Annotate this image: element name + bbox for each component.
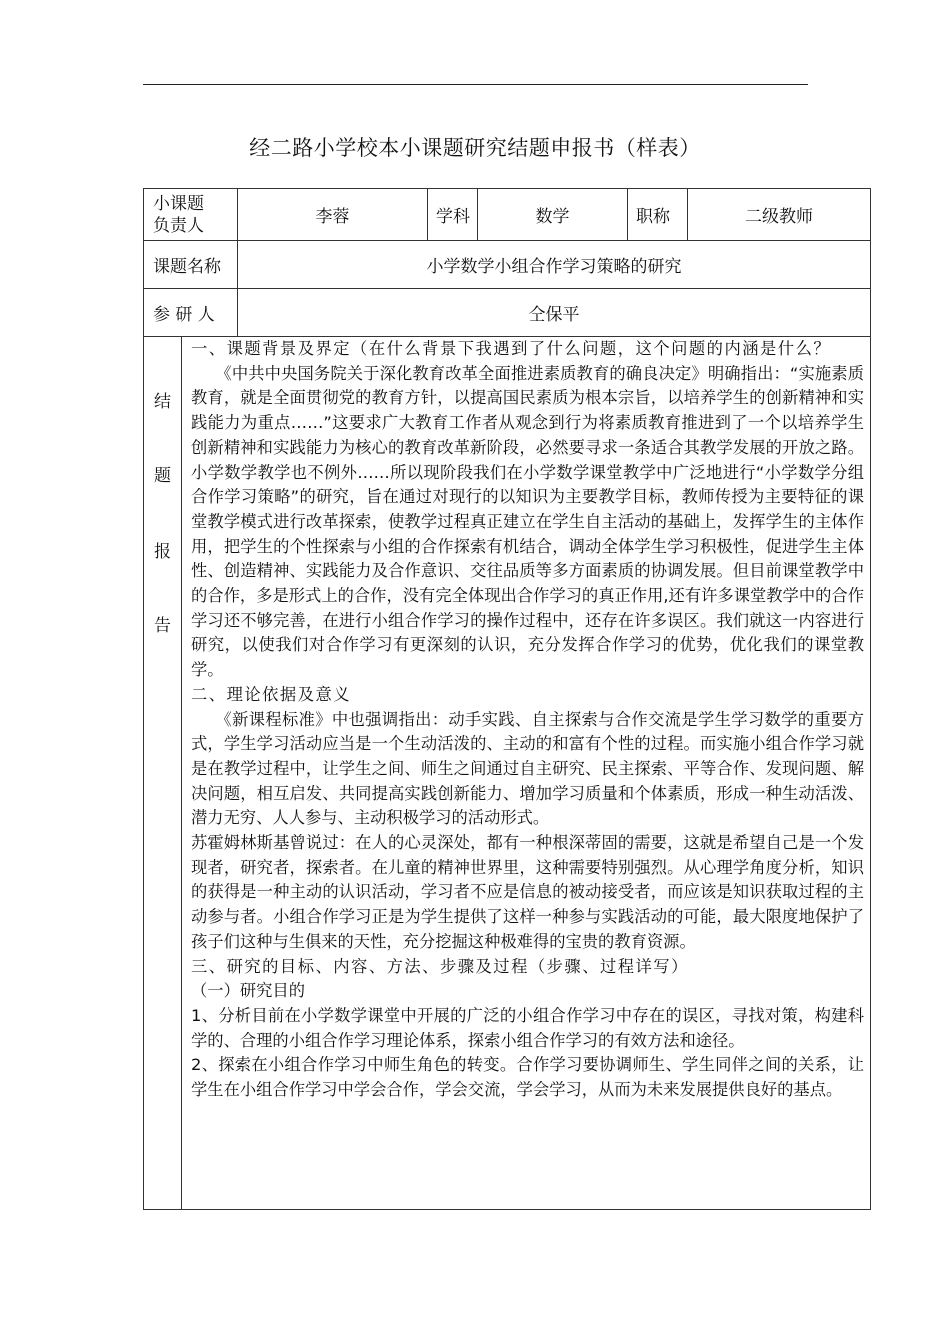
report-label-char: 结 [154, 392, 171, 412]
list-item: 1、分析目前在小学数学课堂中开展的广泛的小组合作学习中存在的误区，寻找对策，构建科学的、合理的小组合作学习理论体系，探索小组合作学习的有效方法和途径。 [191, 1005, 864, 1050]
section-heading-1: 一、课题背景及界定（在什么背景下我遇到了什么问题，这个问题的内涵是什么？ [191, 339, 832, 358]
leader-name: 李蓉 [238, 189, 428, 240]
participants-value: 仝保平 [528, 305, 580, 325]
participants-row [144, 289, 870, 337]
subject-label: 学科 [428, 189, 478, 240]
report-row [144, 337, 870, 1209]
report-side-label [144, 337, 182, 1209]
paragraph-background: 《中共中央国务院关于深化教育改革全面推进素质教育的确良决定》明确指出：“实施素质教育，就是全面贯彻党的教育方针，以提高国民素质为根本宗旨，以培养学生的创新精神和实践能力为重点……”这要求广大教育工作者从观念到行为将素质教育推进到了一个以培养学生创新精神和实践能力为核心的教育改革新阶段，必然要寻求一条适合其教学发展的开放之路。小学数学教学也不例外……所以现阶段我们在小学数学课堂教学中广泛地进行“小学数学分组合作学习策略”的研究，旨在通过对现行的以知识为主要教学目标，教师传授为主要特征的课堂教学模式进行改革探索，使教学过程真正建立在学生自主活动的基础上，发挥学生的主体作用，把学生的个性探索与小组的合作探索有机结合，调动全体学生学习积极性，促进学生主体性、创造精神、实践能力及合作意识、交往品质等多方面素质的协调发展。但目前课堂教学中的合作，多是形式上的合作，没有完全体现出合作学习的真正作用,还有许多课堂教学中的合作学习还不够完善，在进行小组合作学习的操作过程中，还存在许多误区。我们就这一内容进行研究，以使我们对合作学习有更深刻的认识，充分发挥合作学习的优势，优化我们的课堂教学。 [191, 363, 864, 680]
topic-value: 小学数学小组合作学习策略的研究 [426, 257, 682, 277]
subject-value: 数学 [478, 189, 628, 240]
application-form [143, 188, 871, 1210]
document-title: 经二路小学校本小课题研究结题申报书（样表） [249, 136, 701, 160]
report-label-char: 报 [154, 542, 171, 562]
subsection-heading: （一）研究目的 [191, 981, 305, 1001]
participants-label: 参 研 人 [144, 289, 238, 336]
header-rule [143, 84, 808, 85]
section-heading-3: 三、研究的目标、内容、方法、步骤及过程（步骤、过程详写） [191, 956, 689, 976]
report-label-char: 题 [154, 466, 171, 486]
rank-label: 职称 [628, 189, 688, 240]
paragraph-sukhomlinsky: 苏霍姆林斯基曾说过：在人的心灵深处，都有一种根深蒂固的需要，这就是希望自己是一个发现者，研究者，探索者。在儿童的精神世界里，这种需要特别强烈。从心理学角度分析，知识的获得是一种主动的认识活动，学习者不应是信息的被动接受者，而应该是知识获取过程的主动参与者。小组合作学习正是为学生提供了这样一种参与实践活动的可能，最大限度地保护了孩子们这种与生俱来的天性，充分挖掘这种极难得的宝贵的教育资源。 [191, 833, 864, 951]
topic-label: 课题名称 [144, 241, 238, 288]
leader-row [144, 189, 870, 241]
topic-row [144, 241, 870, 289]
report-content [182, 337, 870, 1209]
rank-value: 二级教师 [745, 207, 813, 227]
list-item: 2、探索在小组合作学习中师生角色的转变。合作学习要协调师生、学生同伴之间的关系，让学生在小组合作学习中学会合作，学会交流，学会学习，从而为未来发展提供良好的基点。 [191, 1055, 864, 1100]
paragraph-curriculum: 《新课程标准》中也强调指出：动手实践、自主探索与合作交流是学生学习数学的重要方式，学生学习活动应当是一个生动活泼的、主动的和富有个性的过程。而实施小组合作学习就是在教学过程中，让学生之间、师生之间通过自主研究、民主探索、平等合作、发现问题、解决问题，相互启发、共同提高实践创新能力、增加学习质量和个体素质，形成一种生动活泼、潜力无穷、人人参与、主动积极学习的活动形式。 [191, 709, 864, 828]
report-label-char: 告 [154, 616, 171, 636]
leader-label: 小课题 负责人 [144, 189, 238, 240]
section-heading-2: 二、理论依据及意义 [191, 684, 352, 704]
